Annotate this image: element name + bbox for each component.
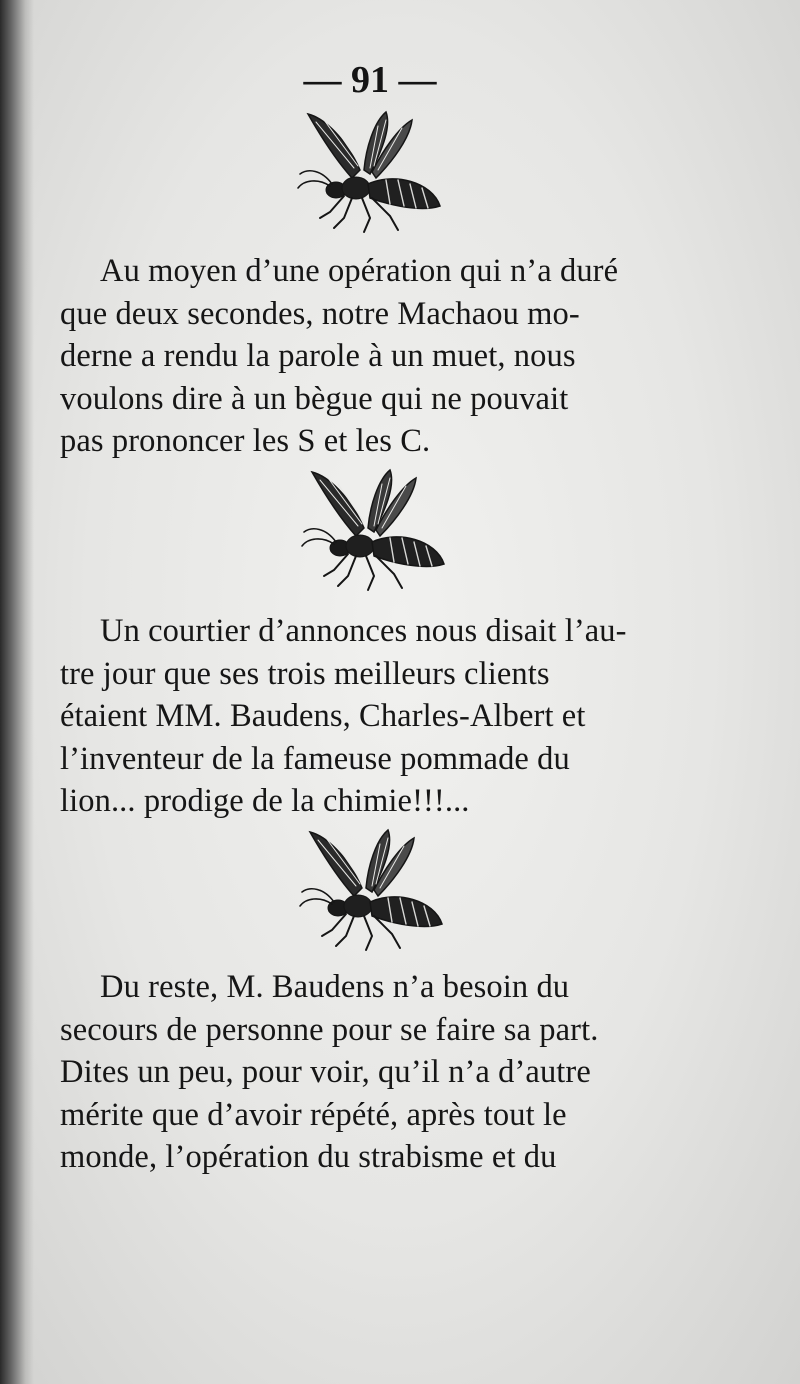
paragraph-1-line-2: que deux secondes, notre Machaou mo- — [60, 295, 580, 332]
paragraph-1-line-5: pas prononcer les S et les C. — [60, 423, 431, 459]
page-gutter-shadow — [0, 0, 34, 1384]
wasp-ornament-icon — [294, 108, 444, 238]
paragraph-1-line-3: derne a rendu la parole à un muet, nous — [60, 338, 576, 374]
page-number: — 91 — — [303, 59, 437, 101]
paragraph-2-line-2: tre jour que ses trois meilleurs clients — [60, 655, 550, 692]
paragraph-1-line-4: voulons dire à un bègue qui ne pouvait — [60, 380, 569, 417]
paragraph-3-line-1: Du reste, M. Baudens n’a besoin du — [100, 969, 570, 1005]
paragraph-1 — [60, 250, 678, 463]
paragraph-3-line-5: monde, l’opération du strabisme et du — [60, 1139, 557, 1175]
wasp-ornament-icon — [296, 826, 446, 956]
paragraph-2-line-3: étaient MM. Baudens, Charles-Albert et — [60, 698, 586, 734]
paragraph-3-line-4: mérite que d’avoir répété, après tout le — [60, 1096, 567, 1133]
paragraph-1-line-1: Au moyen d’une opération qui n’a duré — [100, 253, 619, 289]
paragraph-2-line-5: lion... prodige de la chimie!!!... — [60, 783, 470, 819]
paragraph-2 — [60, 610, 678, 823]
paragraph-3 — [60, 966, 678, 1179]
paragraph-2-line-4: l’inventeur de la fameuse pommade du — [60, 740, 570, 777]
paragraph-3-line-3: Dites un peu, pour voir, qu’il n’a d’autre — [60, 1054, 591, 1090]
paragraph-2-line-1: Un courtier d’annonces nous disait l’au- — [100, 613, 627, 649]
paragraph-3-line-2: secours de personne pour se faire sa part. — [60, 1011, 599, 1048]
wasp-ornament-icon — [298, 466, 448, 596]
